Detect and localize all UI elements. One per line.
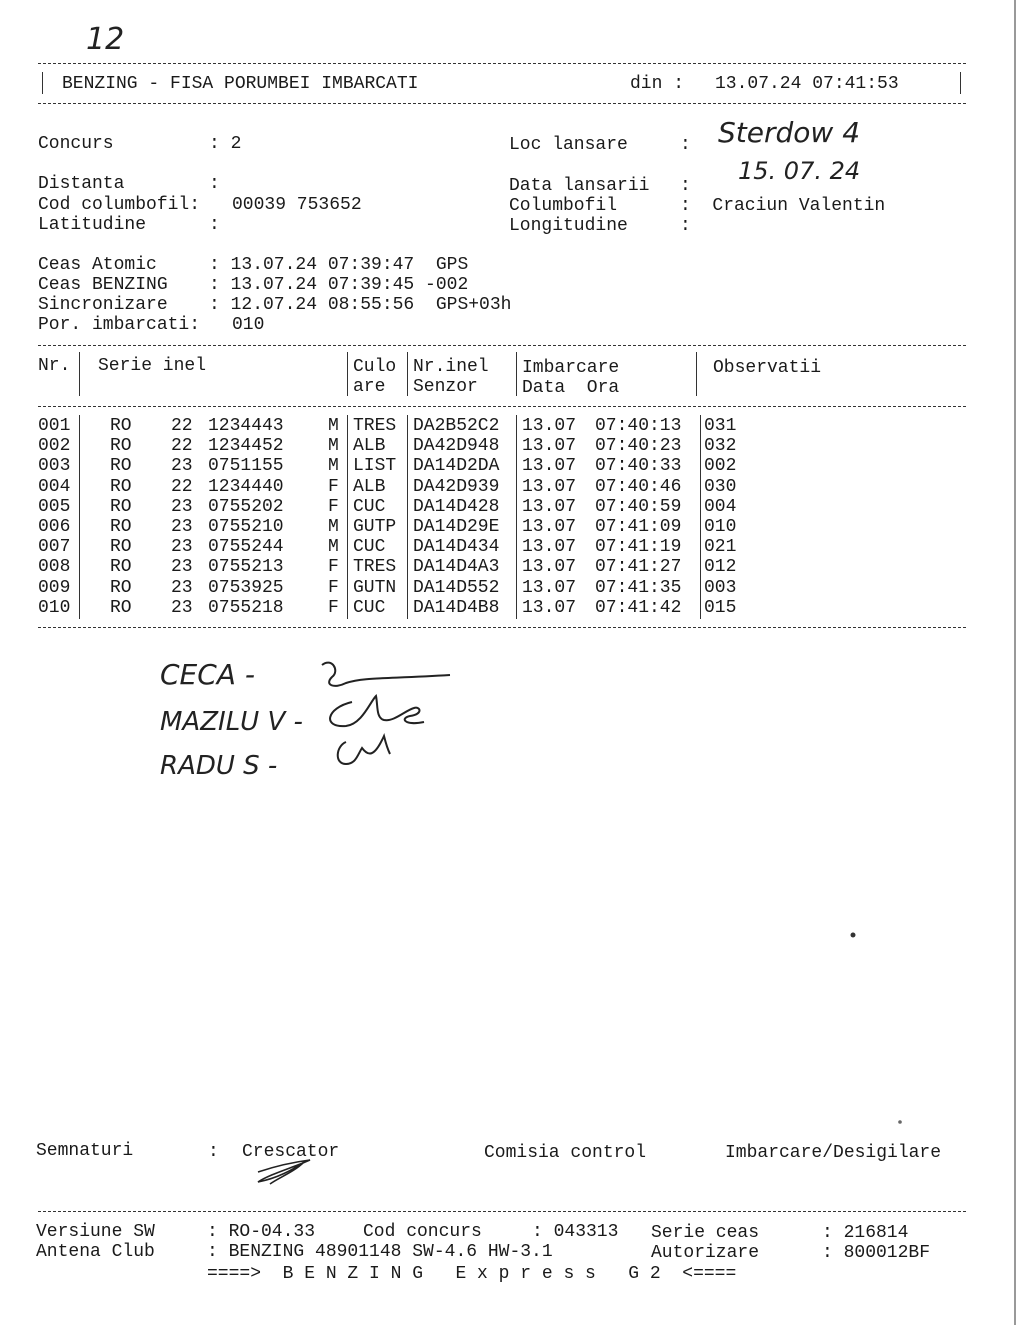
versiune-sw-label: Versiune SW <box>36 1222 155 1242</box>
cell-senzor: DA14D434 <box>413 537 500 558</box>
cell-nr: 005 <box>38 496 71 517</box>
versiune-sw-value: : RO-04.33 <box>207 1222 316 1242</box>
col-header-imbarcare-2: Data Ora <box>522 378 620 398</box>
cell-inel: 1234452 <box>208 436 284 457</box>
cell-observatii: 031 <box>704 416 737 436</box>
col-header-nr: Nr. <box>38 356 71 376</box>
cell-culoare: TRES <box>353 416 397 436</box>
cell-inel: 1234440 <box>208 476 284 497</box>
comisia-control-label: Comisia control <box>484 1143 647 1163</box>
ceas-atomic-value: : 13.07.24 07:39:47 GPS <box>209 255 469 275</box>
cell-sex: M <box>328 436 339 457</box>
loc-lansare-label: Loc lansare <box>509 135 628 155</box>
cell-senzor: DA42D939 <box>413 476 500 497</box>
col-header-observatii: Observatii <box>713 358 822 378</box>
cell-observatii: 021 <box>704 537 737 558</box>
cell-senzor: DA2B52C2 <box>413 416 500 436</box>
cell-tara: RO <box>110 597 132 618</box>
cell-tara: RO <box>110 517 132 537</box>
cell-data: 13.07 <box>522 476 577 497</box>
cell-culoare: ALB <box>353 476 386 497</box>
cell-data: 13.07 <box>522 537 577 558</box>
ceas-benzing-label: Ceas BENZING <box>38 275 168 295</box>
signer-mazilu: MAZILU V - <box>160 707 303 737</box>
data-lansarii-handwritten: 15. 07. 24 <box>738 157 861 185</box>
cell-an: 23 <box>171 577 193 598</box>
ink-dot <box>851 933 856 938</box>
col-header-imbarcare-1: Imbarcare <box>522 358 620 378</box>
cell-culoare: GUTN <box>353 577 397 598</box>
cell-tara: RO <box>110 476 132 497</box>
concurs-label: Concurs <box>38 134 114 154</box>
signature-ceca <box>322 663 450 686</box>
signature-mazilu <box>330 696 424 726</box>
cell-observatii: 030 <box>704 476 737 497</box>
antena-club-value: : BENZING 48901148 SW-4.6 HW-3.1 <box>207 1242 553 1262</box>
cell-an: 23 <box>171 597 193 618</box>
cell-sex: M <box>328 416 339 436</box>
cell-sex: F <box>328 597 339 618</box>
cell-ora: 07:41:42 <box>595 597 682 618</box>
cell-inel: 1234443 <box>208 416 284 436</box>
cell-an: 23 <box>171 557 193 578</box>
ceas-benzing-value: : 13.07.24 07:39:45 -002 <box>209 275 469 295</box>
cell-nr: 003 <box>38 456 71 477</box>
report-title: BENZING - FISA PORUMBEI IMBARCATI <box>62 74 419 94</box>
cell-ora: 07:41:35 <box>595 577 682 598</box>
cod-columbofil-label: Cod columbofil: <box>38 195 201 215</box>
col-header-culoare-2: are <box>353 377 386 397</box>
cell-culoare: CUC <box>353 537 386 558</box>
cell-ora: 07:40:23 <box>595 436 682 457</box>
cell-nr: 006 <box>38 517 71 537</box>
cell-sex: F <box>328 496 339 517</box>
autorizare-value: : 800012BF <box>822 1243 931 1263</box>
cell-culoare: LIST <box>353 456 397 477</box>
cell-tara: RO <box>110 496 132 517</box>
cell-ora: 07:40:59 <box>595 496 682 517</box>
cell-observatii: 012 <box>704 557 737 578</box>
cell-data: 13.07 <box>522 597 577 618</box>
porumbei-imbarcati-value: 010 <box>232 315 265 335</box>
cod-columbofil-value: 00039 753652 <box>232 195 362 215</box>
cell-inel: 0755244 <box>208 537 284 558</box>
distanta-value: : <box>209 174 220 194</box>
columbofil-value: : Craciun Valentin <box>680 196 886 216</box>
cell-culoare: GUTP <box>353 517 397 537</box>
cell-nr: 010 <box>38 597 71 618</box>
signer-radu: RADU S - <box>160 751 278 781</box>
sincronizare-label: Sincronizare <box>38 295 168 315</box>
cell-data: 13.07 <box>522 517 577 537</box>
cell-sex: F <box>328 577 339 598</box>
columbofil-label: Columbofil <box>509 196 618 216</box>
autorizare-label: Autorizare <box>651 1243 760 1263</box>
ink-dot <box>898 1120 902 1124</box>
cell-nr: 002 <box>38 436 71 457</box>
antena-club-label: Antena Club <box>36 1242 155 1262</box>
footer-top-rule <box>38 1211 966 1212</box>
cell-an: 23 <box>171 517 193 537</box>
cell-culoare: TRES <box>353 557 397 578</box>
cell-ora: 07:40:13 <box>595 416 682 436</box>
cod-concurs-value: : 043313 <box>532 1222 619 1242</box>
cell-senzor: DA42D948 <box>413 436 500 457</box>
longitudine-sep: : <box>680 216 691 236</box>
cell-data: 13.07 <box>522 577 577 598</box>
cell-tara: RO <box>110 577 132 598</box>
report-date: 13.07.24 07:41:53 <box>715 74 899 94</box>
cell-nr: 008 <box>38 557 71 578</box>
cell-ora: 07:41:27 <box>595 557 682 578</box>
cell-observatii: 010 <box>704 517 737 537</box>
cell-ora: 07:40:46 <box>595 476 682 497</box>
col-header-senzor-2: Senzor <box>413 377 478 397</box>
cell-observatii: 003 <box>704 577 737 598</box>
cell-an: 22 <box>171 416 193 436</box>
signer-ceca: CECA - <box>160 658 255 691</box>
signature-crescator <box>258 1160 310 1184</box>
cell-senzor: DA14D4B8 <box>413 597 500 618</box>
signature-radu <box>338 736 390 764</box>
cell-culoare: CUC <box>353 496 386 517</box>
cell-inel: 0751155 <box>208 456 284 477</box>
serie-ceas-label: Serie ceas <box>651 1223 760 1243</box>
data-lansarii-sep: : <box>680 176 691 196</box>
distanta-label: Distanta <box>38 174 125 194</box>
cell-culoare: CUC <box>353 597 386 618</box>
cell-senzor: DA14D428 <box>413 496 500 517</box>
cell-sex: M <box>328 456 339 477</box>
cell-nr: 004 <box>38 476 71 497</box>
cell-senzor: DA14D4A3 <box>413 557 500 578</box>
cell-senzor: DA14D2DA <box>413 456 500 477</box>
cell-an: 23 <box>171 537 193 558</box>
crescator-label: Crescator <box>242 1142 340 1162</box>
cell-ora: 07:41:19 <box>595 537 682 558</box>
cell-ora: 07:41:09 <box>595 517 682 537</box>
cell-an: 23 <box>171 456 193 477</box>
semnaturi-sep: : <box>208 1142 219 1162</box>
cell-inel: 0755210 <box>208 517 284 537</box>
cell-nr: 009 <box>38 577 71 598</box>
concurs-value: : 2 <box>209 134 242 154</box>
cell-tara: RO <box>110 436 132 457</box>
cell-nr: 001 <box>38 416 71 436</box>
cell-nr: 007 <box>38 537 71 558</box>
cell-observatii: 032 <box>704 436 737 457</box>
cell-an: 22 <box>171 436 193 457</box>
cell-tara: RO <box>110 416 132 436</box>
latitudine-label: Latitudine <box>38 215 147 235</box>
cell-tara: RO <box>110 537 132 558</box>
sincronizare-value: : 12.07.24 08:55:56 GPS+03h <box>209 295 512 315</box>
cell-observatii: 015 <box>704 597 737 618</box>
cell-tara: RO <box>110 557 132 578</box>
col-header-senzor-1: Nr.inel <box>413 357 489 377</box>
cell-inel: 0755202 <box>208 496 284 517</box>
cell-an: 22 <box>171 476 193 497</box>
cell-senzor: DA14D552 <box>413 577 500 598</box>
cell-sex: F <box>328 476 339 497</box>
cell-data: 13.07 <box>522 456 577 477</box>
col-header-serie: Serie inel <box>98 356 207 376</box>
cell-data: 13.07 <box>522 496 577 517</box>
cell-culoare: ALB <box>353 436 386 457</box>
handwritten-page-number: 12 <box>86 22 125 57</box>
cell-ora: 07:40:33 <box>595 456 682 477</box>
loc-lansare-sep: : <box>680 135 691 155</box>
longitudine-label: Longitudine <box>509 216 628 236</box>
porumbei-imbarcati-label: Por. imbarcati: <box>38 315 201 335</box>
cell-inel: 0755218 <box>208 597 284 618</box>
cell-data: 13.07 <box>522 436 577 457</box>
cod-concurs-label: Cod concurs <box>363 1222 482 1242</box>
cell-an: 23 <box>171 496 193 517</box>
benzing-banner: ====> B E N Z I N G E x p r e s s G 2 <==== <box>207 1264 737 1284</box>
cell-data: 13.07 <box>522 557 577 578</box>
cell-data: 13.07 <box>522 416 577 436</box>
cell-senzor: DA14D29E <box>413 517 500 537</box>
serie-ceas-value: : 216814 <box>822 1223 909 1243</box>
cell-observatii: 002 <box>704 456 737 477</box>
report-date-label: din : <box>630 74 685 94</box>
col-header-culoare-1: Culo <box>353 357 397 377</box>
loc-lansare-handwritten: Sterdow 4 <box>718 116 861 149</box>
ceas-atomic-label: Ceas Atomic <box>38 255 157 275</box>
cell-inel: 0753925 <box>208 577 284 598</box>
cell-sex: M <box>328 517 339 537</box>
data-lansarii-label: Data lansarii <box>509 176 650 196</box>
latitudine-value: : <box>209 215 220 235</box>
semnaturi-label: Semnaturi <box>36 1141 134 1161</box>
cell-observatii: 004 <box>704 496 737 517</box>
cell-sex: F <box>328 557 339 578</box>
cell-sex: M <box>328 537 339 558</box>
imbarcare-desigilare-label: Imbarcare/Desigilare <box>725 1143 942 1163</box>
cell-tara: RO <box>110 456 132 477</box>
cell-inel: 0755213 <box>208 557 284 578</box>
